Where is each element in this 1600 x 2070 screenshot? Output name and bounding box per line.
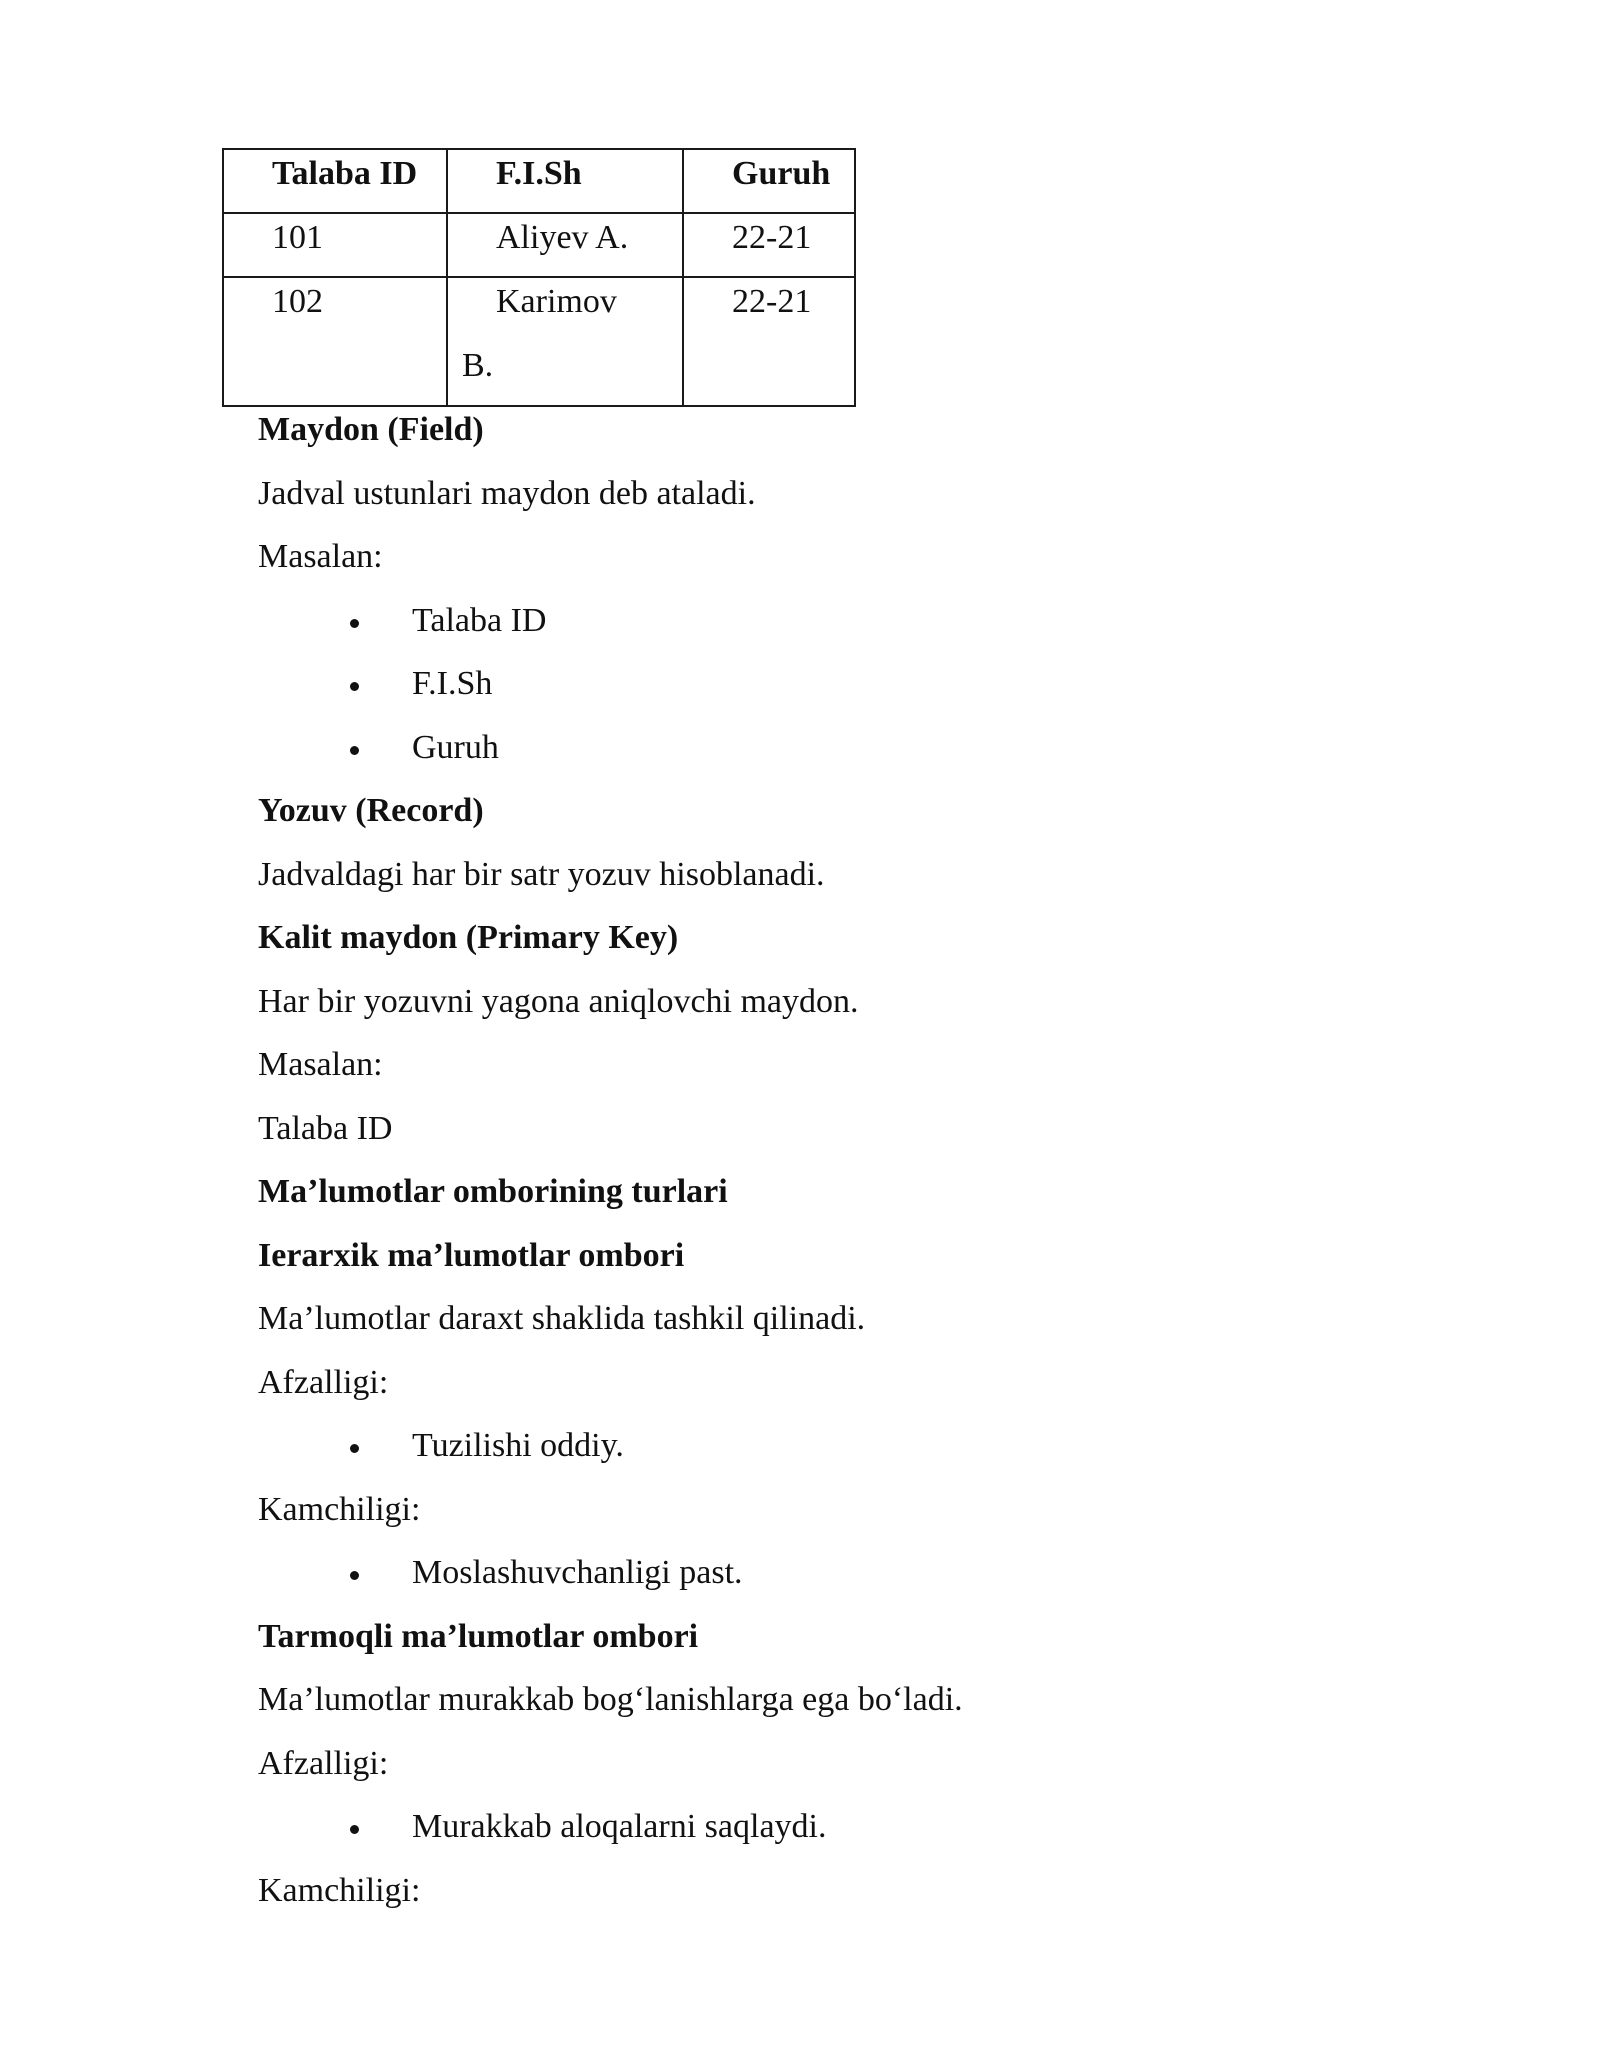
list-item: Guruh — [412, 728, 499, 766]
paragraph: Masalan: — [258, 538, 383, 575]
paragraph: Kamchiligi: — [258, 1871, 421, 1909]
students-table — [222, 148, 856, 407]
section-heading: Ierarxik ma’lumotlar ombori — [258, 1236, 685, 1274]
table-cell: 22-21 — [732, 219, 812, 256]
table-cell: 102 — [272, 283, 323, 320]
paragraph: Talaba ID — [258, 1109, 393, 1147]
section-heading: Yozuv (Record) — [258, 792, 484, 829]
table-cell: Karimov — [496, 283, 617, 320]
section-heading: Tarmoqli ma’lumotlar ombori — [258, 1617, 699, 1655]
section-heading: Maydon (Field) — [258, 411, 484, 448]
paragraph: Har bir yozuvni yagona aniqlovchi maydon. — [258, 982, 859, 1020]
paragraph: Jadval ustunlari maydon deb ataladi. — [258, 474, 756, 512]
paragraph: Jadvaldagi har bir satr yozuv hisoblanadi. — [258, 855, 825, 893]
paragraph: Kamchiligi: — [258, 1490, 421, 1528]
table-cell: 101 — [272, 219, 323, 256]
table-header-cell: Guruh — [732, 155, 831, 192]
table-header-cell: F.I.Sh — [496, 155, 582, 192]
list-item: Talaba ID — [412, 601, 547, 639]
list-item: Moslashuvchanligi past. — [412, 1554, 743, 1591]
list-item: Murakkab aloqalarni saqlaydi. — [412, 1808, 827, 1845]
paragraph: Ma’lumotlar daraxt shaklida tashkil qilinadi. — [258, 1300, 866, 1337]
table-cell-continuation: B. — [462, 347, 494, 384]
list-item: F.I.Sh — [412, 665, 493, 702]
list-item: Tuzilishi oddiy. — [412, 1427, 624, 1464]
bullet-icon — [350, 619, 359, 628]
bullet-icon — [350, 746, 359, 755]
table-cell: Aliyev A. — [496, 219, 629, 256]
table-cell: 22-21 — [732, 283, 812, 320]
table-row-divider — [224, 276, 854, 278]
table-header-cell: Talaba ID — [272, 155, 418, 192]
paragraph: Afzalligi: — [258, 1744, 389, 1782]
paragraph: Masalan: — [258, 1046, 383, 1083]
bullet-icon — [350, 682, 359, 691]
bullet-icon — [350, 1444, 359, 1453]
section-heading: Kalit maydon (Primary Key) — [258, 919, 679, 956]
section-heading: Ma’lumotlar omborining turlari — [258, 1173, 728, 1210]
bullet-icon — [350, 1571, 359, 1580]
bullet-icon — [350, 1825, 359, 1834]
table-row-divider — [224, 212, 854, 214]
paragraph: Ma’lumotlar murakkab bog‘lanishlarga ega bo‘ladi. — [258, 1681, 963, 1718]
paragraph: Afzalligi: — [258, 1363, 389, 1401]
